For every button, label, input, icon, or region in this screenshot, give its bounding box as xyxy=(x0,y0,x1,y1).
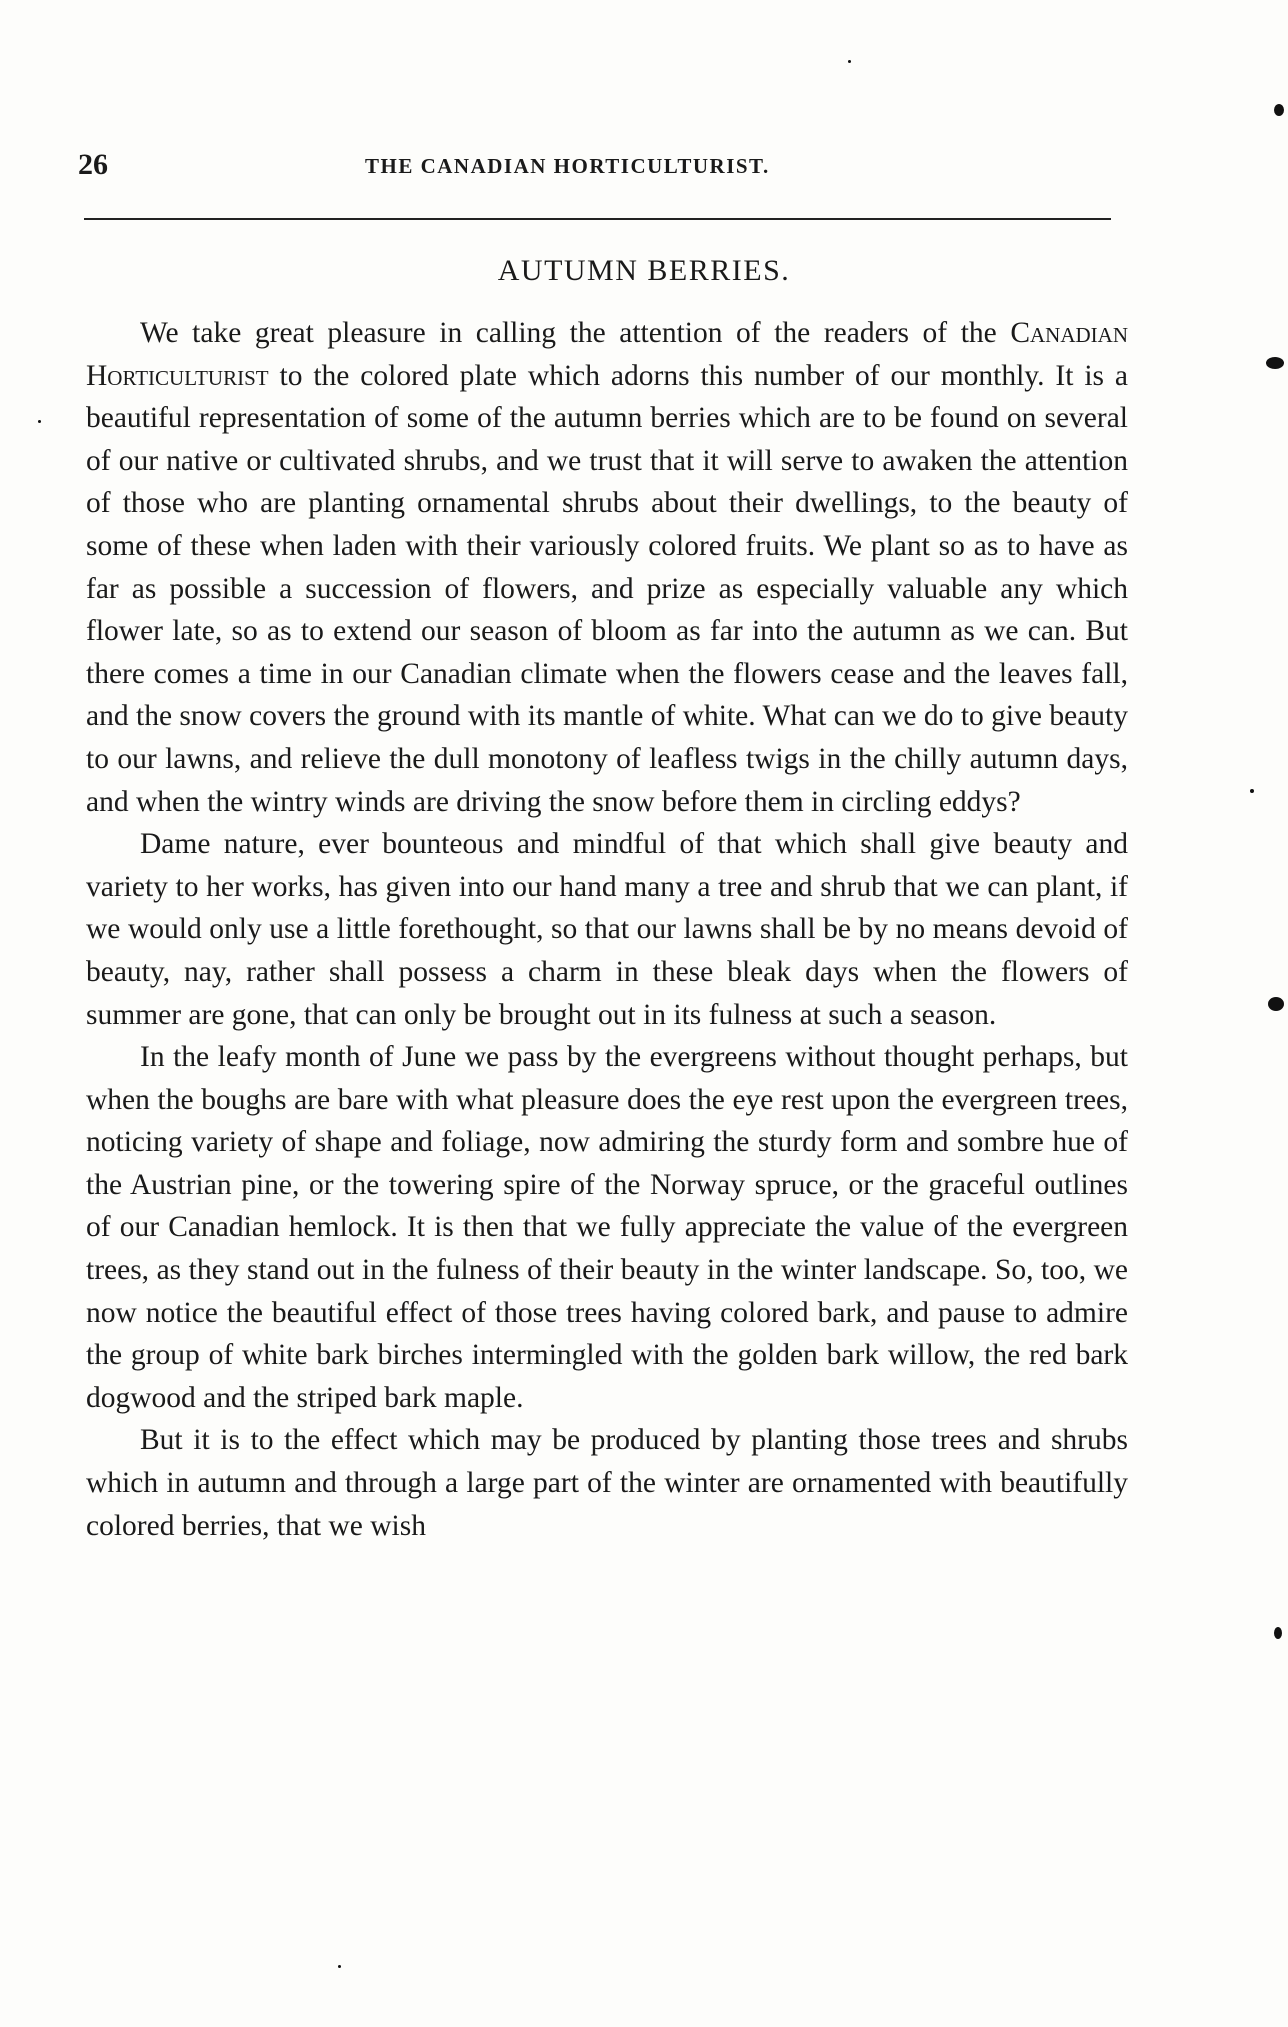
paragraph-1-after: to the colored plate which adorns this number of our monthly. It is a beautiful representation of some of the autumn berries which are to be found on several of our native or cultivated shrubs, and we trust that it will serve to awaken the attention of those who are planting ornamental shrubs about their dwellings, to the beauty of some of these when laden with their variously colored fruits. We plant so as to have as far as possible a succession of flowers, and prize as especially valuable any which flower late, so as to extend our season of bloom as far into the autumn as we can. But there comes a time in our Canadian climate when the flowers cease and the leaves fall, and the snow covers the ground with its mantle of white. What can we do to give beauty to our lawns, and relieve the dull monotony of leafless twigs in the chilly autumn days, and when the wintry winds are driving the snow before them in circling eddys? xyxy=(86,359,1128,818)
paragraph-4: But it is to the effect which may be produced by planting those trees and shrubs which in autumn and through a large part of the winter are ornamented with beautifully colored berries, that we wish xyxy=(86,1424,1128,1542)
article-title: AUTUMN BERRIES. xyxy=(497,254,791,287)
running-title: THE CANADIAN HORTICULTURIST. xyxy=(365,154,770,178)
scan-speck xyxy=(1268,997,1284,1011)
page-header xyxy=(78,148,1118,188)
scan-speck xyxy=(1266,357,1284,369)
paragraph-2: Dame nature, ever bounteous and mindful of that which shall give beauty and variety to her works, has given into our hand many a tree and shrub that we can plant, if we would only use a little forethought, so that our lawns shall be by no means devoid of beauty, nay, rather shall possess a charm in these bleak days when the flowers of summer are gone, that can only be brought out in its fulness at such a season. xyxy=(86,828,1128,1031)
paragraph-3: In the leafy month of June we pass by the evergreens without thought perhaps, but when the boughs are bare with what pleasure does the eye rest upon the evergreen trees, noticing variety of shape and foliage, now admiring the sturdy form and sombre hue of the Austrian pine, or the towering spire of the Norway spruce, or the graceful outlines of our Canadian hemlock. It is then that we fully appreciate the value of the evergreen trees, as they stand out in the fulness of their beauty in the winter landscape. So, too, we now notice the beautiful effect of those trees having colored bark, and pause to admire the group of white bark birches intermingled with the golden bark willow, the red bark dogwood and the striped bark maple. xyxy=(86,1041,1128,1414)
journal-name: Canadian Horticulturist xyxy=(86,317,1128,392)
scan-speck xyxy=(1274,1627,1282,1639)
scan-speck xyxy=(38,420,41,423)
scan-speck xyxy=(338,1965,341,1968)
scan-speck xyxy=(1274,104,1284,116)
paragraph-1-before: We take great pleasure in calling the attention of the readers of the xyxy=(140,317,1011,349)
header-rule xyxy=(84,218,1111,220)
article-body xyxy=(86,312,1128,1547)
paragraph-1 xyxy=(86,312,1128,823)
scan-speck xyxy=(1250,789,1254,793)
page-number: 26 xyxy=(78,148,108,181)
scan-speck xyxy=(848,60,851,63)
